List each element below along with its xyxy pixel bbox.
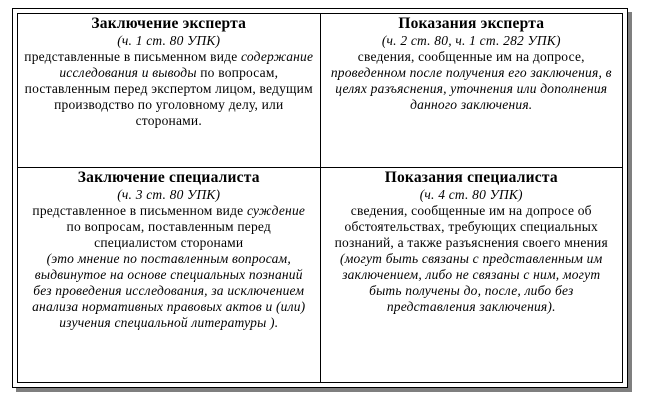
cell-title: Заключение специалиста (77, 169, 260, 186)
body-text-italic: суждение (246, 203, 306, 218)
cell-title: Заключение эксперта (91, 15, 247, 32)
cell-law-reference: (ч. 2 ст. 80, ч. 1 ст. 282 УПК) (381, 33, 561, 48)
cell-specialist-testimony (320, 168, 623, 383)
cell-specialist-conclusion (18, 168, 321, 383)
body-text: по вопросам, поставленным перед специалистом сторонами (66, 219, 271, 250)
cell-body (327, 203, 617, 315)
cell-note: (это мнение по поставленным вопросам, выдвинутое на основе специальных познаний без проведения исследования, за исключением анализа нормативных правовых актов и (или) изучения специальной литературы ). (32, 251, 306, 330)
body-text: по вопросам, поставленным перед экспертом лицом, ведущим производство по уголовному делу, или сторонами. (24, 65, 313, 128)
comparison-table (17, 13, 623, 383)
comparison-table-frame (12, 8, 628, 388)
cell-law-reference: (ч. 4 ст. 80 УПК) (419, 187, 523, 202)
body-text: сведения, сообщенные им на допросе об обстоятельствах, требующих специальных познаний, а также разъяснения своего мнения (334, 203, 608, 250)
body-text: сведения, сообщенные им на допросе, (357, 49, 585, 64)
cell-body (24, 49, 314, 129)
body-text-italic: проведенном после получения его заключения, в целях разъяснения, уточнения или дополнения данного заключения. (330, 65, 612, 112)
cell-title: Показания специалиста (384, 169, 558, 186)
cell-note: (могут быть связаны с представленным им заключением, либо не связаны с ним, могут быть получены до, после, либо без представления заключения). (340, 251, 603, 314)
body-text: представленное в письменном виде (32, 203, 247, 218)
cell-law-reference: (ч. 3 ст. 80 УПК) (117, 187, 221, 202)
cell-body (24, 203, 314, 331)
cell-law-reference: (ч. 1 ст. 80 УПК) (117, 33, 221, 48)
cell-title: Показания эксперта (398, 15, 545, 32)
table-row (18, 168, 623, 383)
cell-expert-conclusion (18, 14, 321, 168)
cell-body (327, 49, 617, 113)
table-row (18, 14, 623, 168)
cell-expert-testimony (320, 14, 623, 168)
body-text: представленные в письменном виде (24, 49, 241, 64)
body-text-italic: содержание исследования и выводы (59, 49, 314, 80)
